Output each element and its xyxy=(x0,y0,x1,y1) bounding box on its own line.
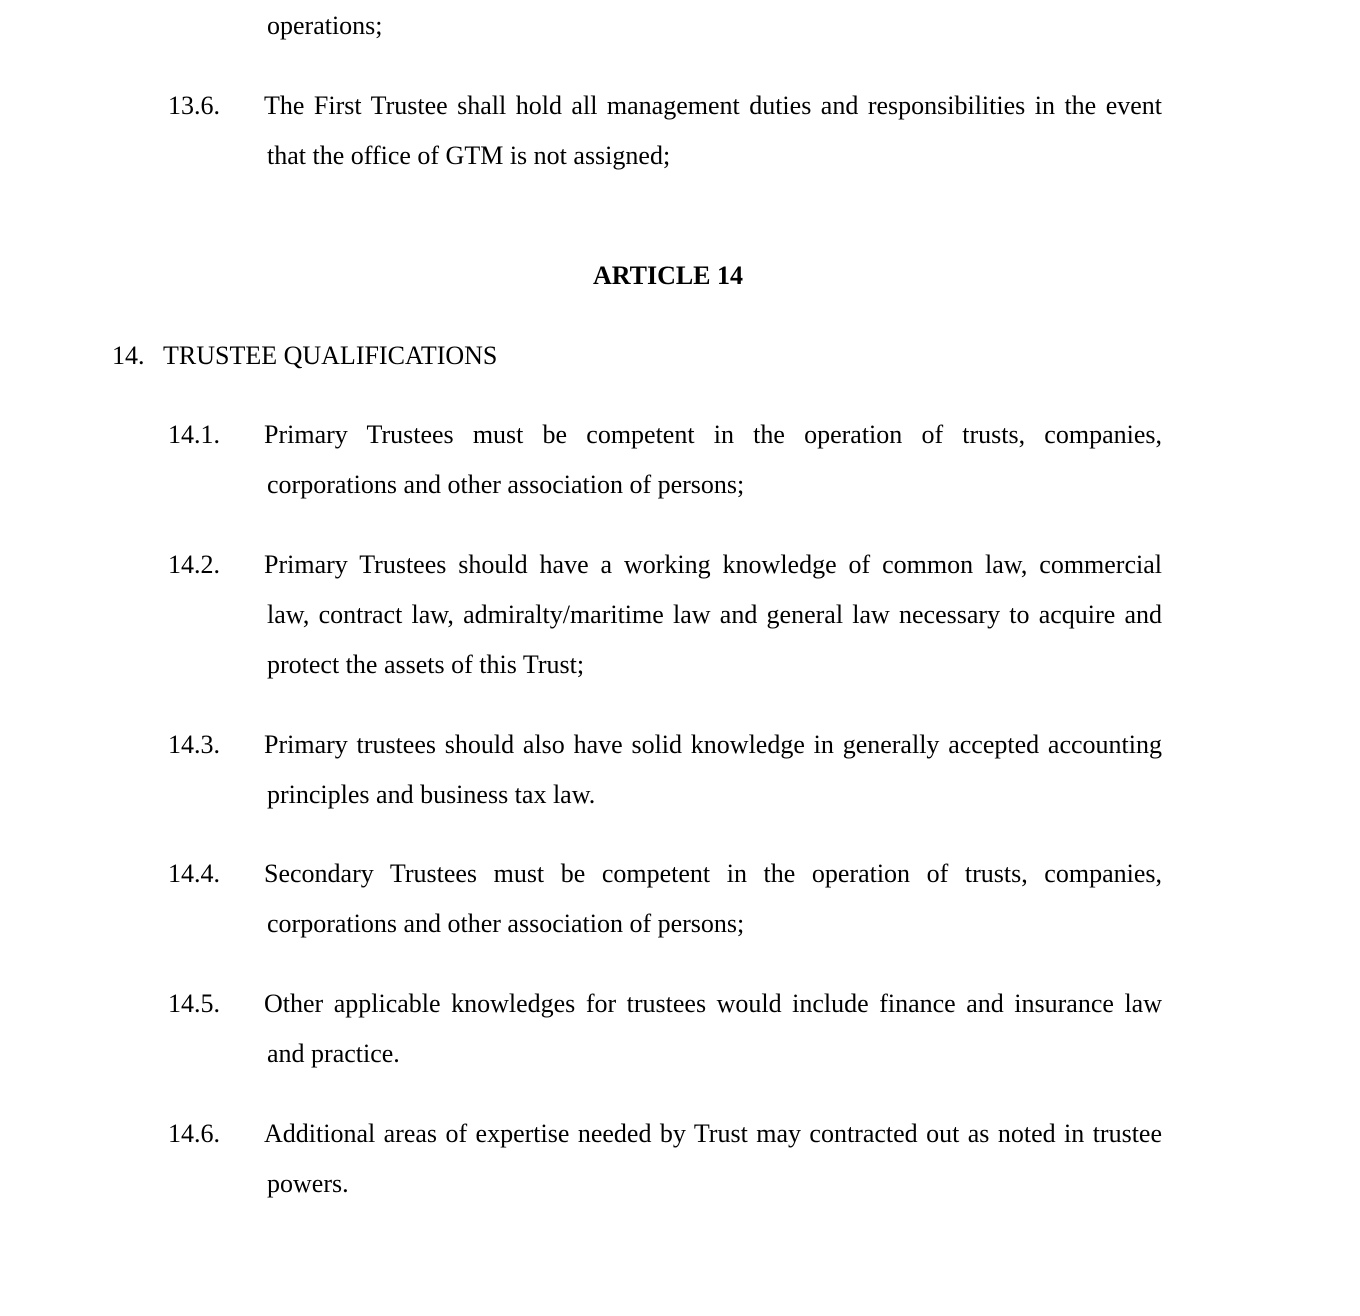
clause-text-line: protect the assets of this Trust; xyxy=(267,650,585,679)
clause-text-line: corporations and other association of persons; xyxy=(267,470,745,499)
clause-text-line: Secondary Trustees must be competent in the operation of trusts, companies, xyxy=(264,859,1162,888)
clause-text-line: The First Trustee shall hold all management duties and responsibilities in the event xyxy=(264,91,1162,120)
clause-number: 14.1. xyxy=(168,420,220,449)
clause-text-line: Additional areas of expertise needed by Trust may contracted out as noted in trustee xyxy=(264,1119,1162,1148)
section-heading xyxy=(112,341,497,371)
clause-number: 14.6. xyxy=(168,1119,220,1148)
clause-text-line: Other applicable knowledges for trustees would include finance and insurance law xyxy=(264,989,1162,1018)
clause-text-line: Primary Trustees must be competent in the operation of trusts, companies, xyxy=(264,420,1162,449)
clause-text-line: powers. xyxy=(267,1169,349,1198)
clause-text-line: and practice. xyxy=(267,1039,400,1068)
clause-number: 14.2. xyxy=(168,550,220,579)
clause-text-line: Primary Trustees should have a working knowledge of common law, commercial xyxy=(264,550,1162,579)
clause-number: 14.5. xyxy=(168,989,220,1018)
previous-clause-continuation: operations; xyxy=(267,11,383,40)
section-number: 14. xyxy=(112,341,145,370)
clause-text-line: that the office of GTM is not assigned; xyxy=(267,141,671,170)
clause-text-line: corporations and other association of persons; xyxy=(267,909,745,938)
section-title: TRUSTEE QUALIFICATIONS xyxy=(163,341,498,370)
clause-number: 14.4. xyxy=(168,859,220,888)
clause-text-line: Primary trustees should also have solid knowledge in generally accepted accounting xyxy=(264,730,1162,759)
clause-number: 13.6. xyxy=(168,91,220,120)
clause-text-line: principles and business tax law. xyxy=(267,780,596,809)
clause-text-line: law, contract law, admiralty/maritime law and general law necessary to acquire and xyxy=(267,600,1162,629)
clause-number: 14.3. xyxy=(168,730,220,759)
article-heading: ARTICLE 14 xyxy=(592,261,744,290)
